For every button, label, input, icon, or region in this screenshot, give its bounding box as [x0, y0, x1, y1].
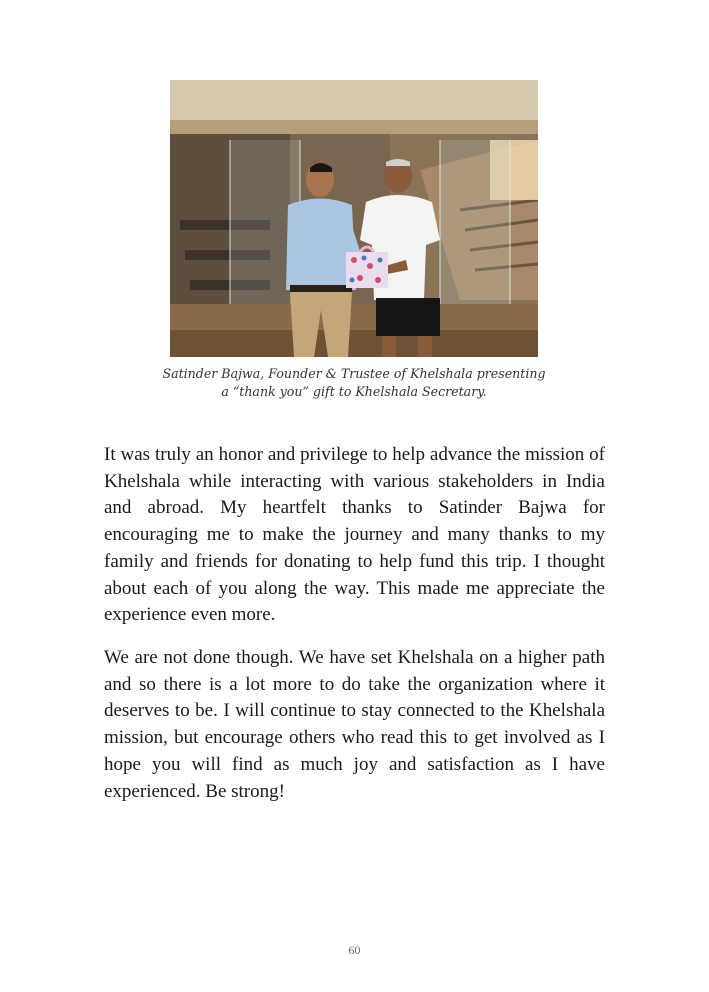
figure-caption-line-1: Satinder Bajwa, Founder & Trustee of Khelshala presenting [162, 366, 546, 381]
figure-caption-line-2: a “thank you” gift to Khelshala Secretary. [221, 384, 487, 399]
body-paragraph-1: It was truly an honor and privilege to help advance the mission of Khelshala while interacting with various stakeholders in India and abroad. My heartfelt thanks to Satinder Bajwa for encouraging me to make the journey and many thanks to my family and friends for donating to help fund this trip. I thought about each of you along the way. This made me appreciate the experience even more. [104, 444, 605, 626]
body-paragraph-2: We are not done though. We have set Khelshala on a higher path and so there is a lot more to do take the organization where it deserves to be. I will continue to stay connected to the Khelshala mission, but encourage others who read this to get involved as I hope you will find as much joy and satisfaction as I have experienced. Be strong! [104, 647, 605, 802]
page-number: 60 [348, 943, 361, 957]
figure-photo [170, 80, 538, 357]
figure-caption [150, 365, 558, 401]
